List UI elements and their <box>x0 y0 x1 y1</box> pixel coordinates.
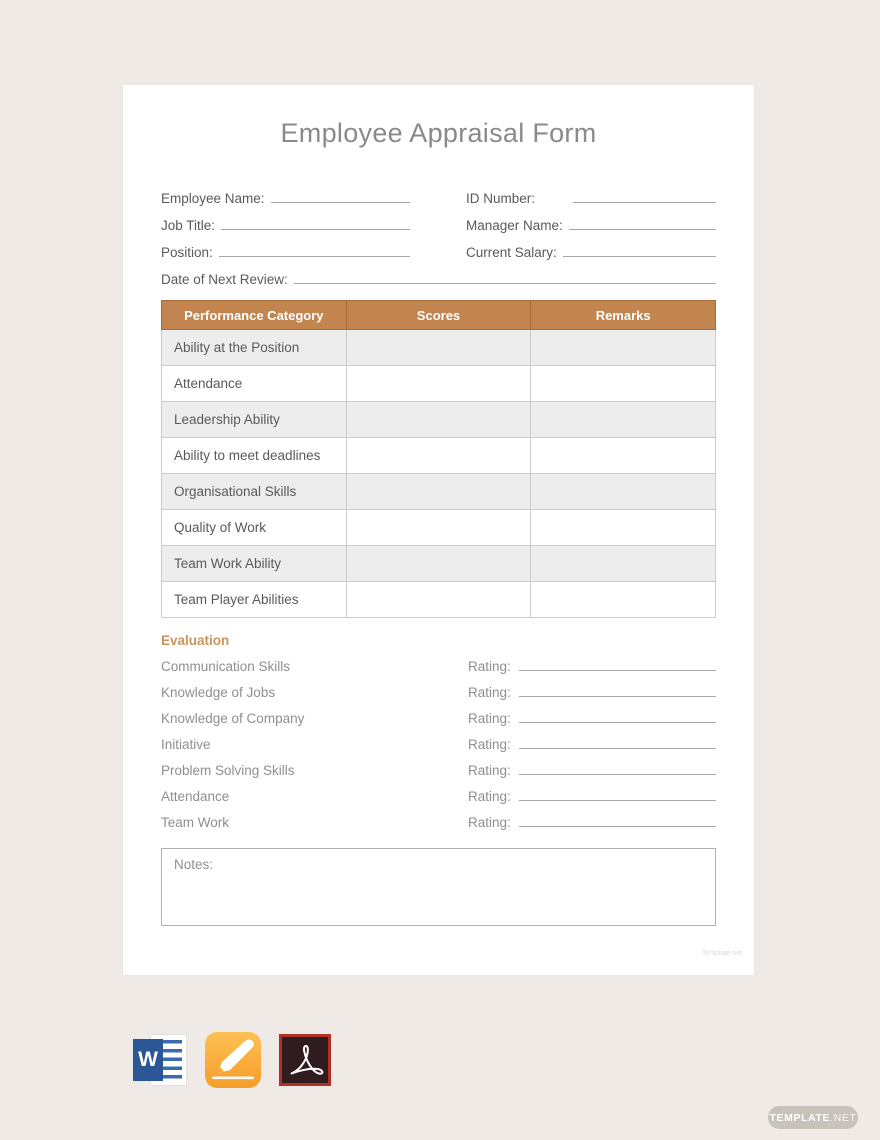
notes-label: Notes: <box>174 857 214 872</box>
manager-name-blank[interactable] <box>569 229 716 230</box>
date-of-next-review-blank[interactable] <box>294 283 716 284</box>
remark-cell[interactable] <box>531 402 716 438</box>
field-date-of-next-review <box>161 272 716 287</box>
rating-label: Rating: <box>468 789 511 804</box>
remark-cell[interactable] <box>531 474 716 510</box>
evaluation-item-label: Communication Skills <box>161 659 291 674</box>
remark-cell[interactable] <box>531 438 716 474</box>
category-cell: Team Work Ability <box>162 546 347 582</box>
page-watermark: Template.net <box>701 950 742 957</box>
table-row <box>162 582 716 618</box>
evaluation-item-label: Team Work <box>161 815 230 830</box>
table-row <box>162 366 716 402</box>
rating-label: Rating: <box>468 711 511 726</box>
notes-box[interactable] <box>161 848 716 926</box>
category-cell: Organisational Skills <box>162 474 347 510</box>
category-cell: Leadership Ability <box>162 402 347 438</box>
id-number-blank[interactable] <box>573 202 716 203</box>
field-label: ID Number: <box>466 191 536 206</box>
pen-icon <box>205 1032 261 1088</box>
category-cell: Ability at the Position <box>162 330 347 366</box>
field-id-number <box>466 191 716 206</box>
column-header-scores: Scores <box>346 301 531 330</box>
score-cell[interactable] <box>346 474 531 510</box>
evaluation-item-label: Problem Solving Skills <box>161 763 295 778</box>
logo-tld-text: .NET <box>830 1111 857 1124</box>
template-net-logo <box>768 1106 858 1129</box>
rating-blank[interactable] <box>519 722 716 723</box>
evaluation-item-label: Attendance <box>161 789 230 804</box>
field-job-title <box>161 218 410 233</box>
rating-label: Rating: <box>468 685 511 700</box>
performance-table <box>161 300 716 618</box>
evaluation-heading: Evaluation <box>161 633 230 648</box>
rating-label: Rating: <box>468 737 511 752</box>
evaluation-row <box>161 790 716 804</box>
word-letter: W <box>133 1039 163 1081</box>
pdf-file-icon[interactable] <box>277 1032 333 1088</box>
employee-name-blank[interactable] <box>271 202 410 203</box>
category-cell: Team Player Abilities <box>162 582 347 618</box>
job-title-blank[interactable] <box>221 229 410 230</box>
score-cell[interactable] <box>346 402 531 438</box>
score-cell[interactable] <box>346 366 531 402</box>
remark-cell[interactable] <box>531 330 716 366</box>
field-current-salary <box>466 245 716 260</box>
field-label: Position: <box>161 245 213 260</box>
header-fields <box>161 191 716 287</box>
logo-brand-text: TEMPLATE <box>769 1111 831 1124</box>
field-label: Job Title: <box>161 218 216 233</box>
evaluation-item-label: Knowledge of Company <box>161 711 305 726</box>
position-blank[interactable] <box>219 256 410 257</box>
field-label: Current Salary: <box>466 245 557 260</box>
file-format-icons <box>133 1032 333 1088</box>
category-cell: Ability to meet deadlines <box>162 438 347 474</box>
table-row <box>162 438 716 474</box>
field-label: Date of Next Review: <box>161 272 288 287</box>
current-salary-blank[interactable] <box>563 256 716 257</box>
rating-label: Rating: <box>468 659 511 674</box>
column-header-remarks: Remarks <box>531 301 716 330</box>
evaluation-row <box>161 712 716 726</box>
field-label: Employee Name: <box>161 191 265 206</box>
word-file-icon[interactable] <box>133 1032 189 1088</box>
page-title: Employee Appraisal Form <box>280 118 597 148</box>
evaluation-item-label: Knowledge of Jobs <box>161 685 276 700</box>
rating-blank[interactable] <box>519 696 716 697</box>
field-manager-name <box>466 218 716 233</box>
rating-blank[interactable] <box>519 800 716 801</box>
table-row <box>162 330 716 366</box>
rating-label: Rating: <box>468 763 511 778</box>
rating-blank[interactable] <box>519 748 716 749</box>
remark-cell[interactable] <box>531 582 716 618</box>
table-row <box>162 474 716 510</box>
score-cell[interactable] <box>346 510 531 546</box>
evaluation-item-label: Initiative <box>161 737 211 752</box>
rating-blank[interactable] <box>519 826 716 827</box>
evaluation-row <box>161 738 716 752</box>
column-header-performance-category: Performance Category <box>162 301 347 330</box>
pages-file-icon[interactable] <box>205 1032 261 1088</box>
field-employee-name <box>161 191 410 206</box>
score-cell[interactable] <box>346 330 531 366</box>
table-row <box>162 402 716 438</box>
rating-blank[interactable] <box>519 670 716 671</box>
evaluation-row <box>161 816 716 830</box>
table-row <box>162 546 716 582</box>
score-cell[interactable] <box>346 582 531 618</box>
rating-blank[interactable] <box>519 774 716 775</box>
remark-cell[interactable] <box>531 510 716 546</box>
category-cell: Attendance <box>162 366 347 402</box>
evaluation-row <box>161 660 716 674</box>
rating-label: Rating: <box>468 815 511 830</box>
table-row <box>162 510 716 546</box>
field-position <box>161 245 410 260</box>
category-cell: Quality of Work <box>162 510 347 546</box>
form-page <box>123 85 754 975</box>
evaluation-row <box>161 686 716 700</box>
evaluation-row <box>161 764 716 778</box>
score-cell[interactable] <box>346 438 531 474</box>
remark-cell[interactable] <box>531 366 716 402</box>
remark-cell[interactable] <box>531 546 716 582</box>
acrobat-icon <box>279 1034 331 1086</box>
score-cell[interactable] <box>346 546 531 582</box>
field-label: Manager Name: <box>466 218 563 233</box>
